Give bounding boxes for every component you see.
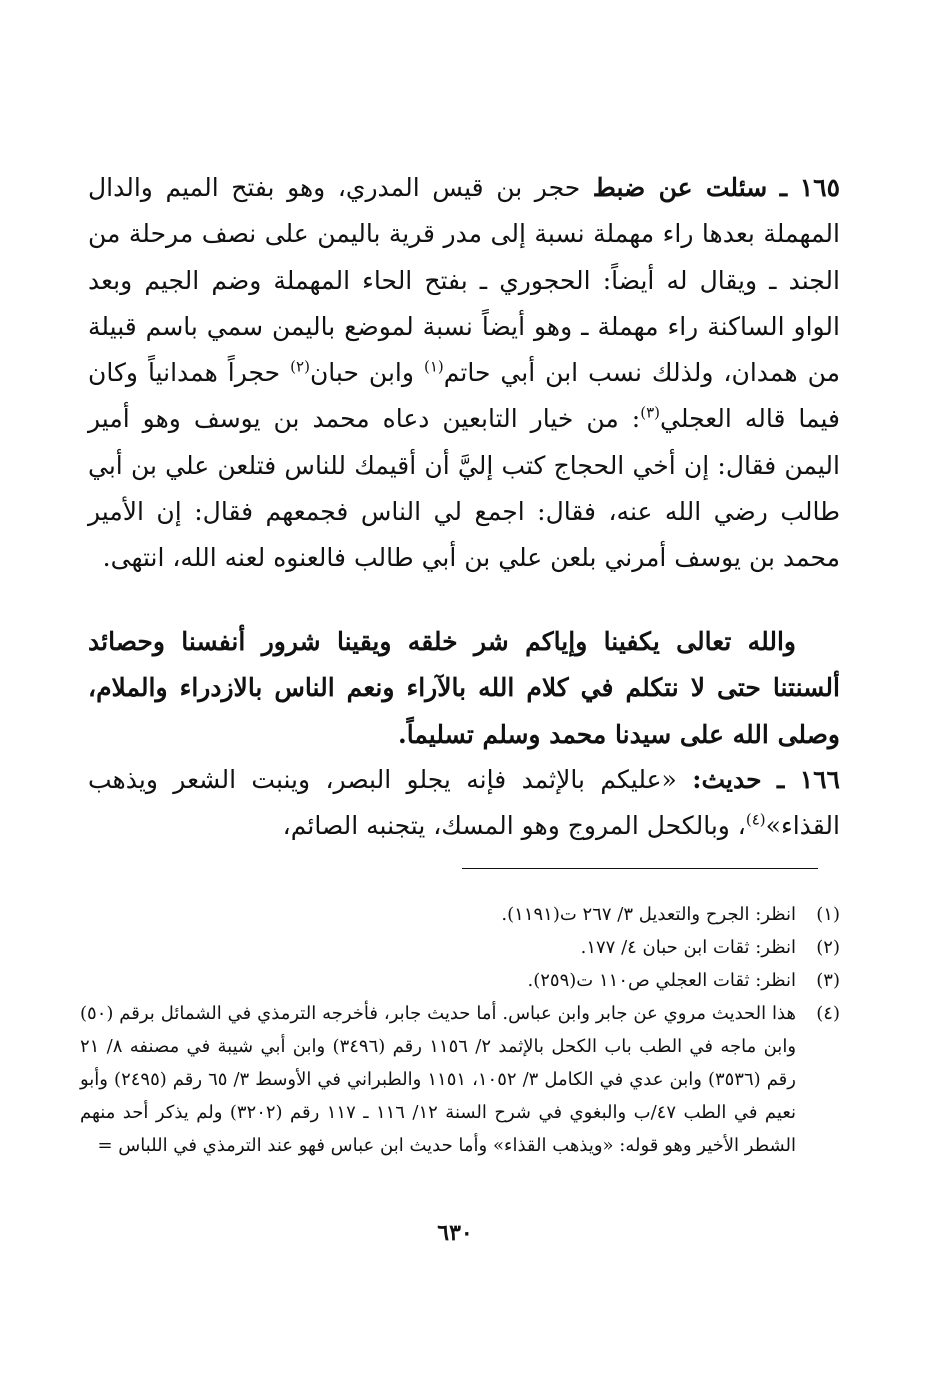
entry-165-paragraph: [88, 165, 840, 582]
footnote-item: [80, 997, 840, 1162]
footnote-text: انظر: ثقات ابن حبان ٤/ ١٧٧.: [580, 937, 796, 958]
entry-text: حجر بن قيس المدري، وهو بفتح الميم والدال المهملة بعدها راء مهملة نسبة إلى مدر قرية باليمن على نصف مرحلة من الجند ـ ويقال له أيضاً: الحجوري ـ بفتح الحاء المهملة وضم الجيم وبعد الواو الساكنة راء مهملة ـ وهو أيضاً نسبة لموضع باليمن سمي باسم قبيلة من همدان، ولذلك نسب ابن أبي حاتم: [88, 173, 840, 388]
footnote-item: [80, 931, 840, 964]
footnote-separator: [462, 868, 818, 869]
closing-paragraph: والله تعالى يكفينا وإياكم شر خلقه ويقينا شرور أنفسنا وحصائد ألسنتنا حتى لا نتكلم في كلام الله بالآراء ونعم الناس بالازدراء والملام، وصلى الله على سيدنا محمد وسلم تسليماً.: [88, 627, 840, 749]
footnote-number: (٣): [816, 970, 840, 991]
footnote-text: انظر: الجرح والتعديل ٣/ ٢٦٧ ت(١١٩١).: [501, 904, 796, 925]
entry-dash: ـ: [776, 765, 785, 794]
footnote-text: هذا الحديث مروي عن جابر وابن عباس. أما حديث جابر، فأخرجه الترمذي في الشمائل برقم (٥٠) وابن ماجه في الطب باب الكحل بالإثمد ٢/ ١١٥٦ رقم (٣٤٩٦) وابن أبي شيبة في مصنفه ٨/ ٢١ رقم (٣٥٣٦) وابن عدي في الكامل ٣/ ١٠٥٢، ١١٥١ والطبراني في الأوسط ٣/ ٦٥ رقم (٢٤٩٥) وأبو نعيم في الطب ٤٧/ب والبغوي في شرح السنة ١٢/ ١١٦ ـ ١١٧ رقم (٣٢٠٢) ولم يذكر أحد منهم الشطر الأخير وهو قوله: «ويذهب القذاء» وأما حديث ابن عباس فهو عند الترمذي في اللباس =: [80, 1003, 797, 1156]
footnote-ref-3[interactable]: (٣): [640, 404, 660, 423]
footnote-text: انظر: ثقات العجلي ص١١٠ ت(٢٥٩).: [527, 970, 796, 991]
entry-text: «عليكم بالإثمد فإنه يجلو البصر، وينبت الشعر ويذهب القذاء»: [88, 765, 840, 841]
footnote-number: (٢): [816, 937, 840, 958]
entry-text: : من خيار التابعين دعاه محمد بن يوسف وهو أمير اليمن فقال: إن أخي الحجاج كتب إليَّ أن أقيمك للناس فتلعن علي بن أبي طالب رضي الله عنه، فقال: اجمع لي الناس فجمعهم فقال: إن الأمير محمد بن يوسف أمرني بلعن علي بن أبي طالب فالعنوه لعنه الله، انتهى.: [88, 404, 840, 573]
footnote-number: (٤): [816, 1003, 840, 1024]
entry-heading: سئلت عن ضبط: [592, 173, 768, 202]
footnote-ref-2[interactable]: (٢): [290, 357, 310, 376]
entry-text: وابن حبان: [309, 358, 414, 388]
entry-166-paragraph: [88, 757, 840, 850]
entry-dash: ـ: [779, 173, 788, 202]
footnote-number: (١): [816, 904, 840, 925]
entry-number: ١٦٦: [799, 765, 840, 794]
footnote-ref-4[interactable]: (٤): [745, 810, 766, 829]
entry-text: ، وبالكحل المروج وهو المسك، يتجنبه الصائم،: [282, 811, 746, 841]
footnotes: [80, 898, 840, 1162]
footnote-item: [80, 898, 840, 931]
footnote-item: [80, 964, 840, 997]
entry-number: ١٦٥: [799, 173, 841, 202]
entry-text: حجراً همدانياً وكان فيما قاله العجلي: [88, 358, 840, 434]
entry-heading: حديث:: [692, 765, 762, 794]
footnote-ref-1[interactable]: (١): [423, 357, 444, 376]
page-number: ٦٣٠: [437, 1220, 473, 1246]
